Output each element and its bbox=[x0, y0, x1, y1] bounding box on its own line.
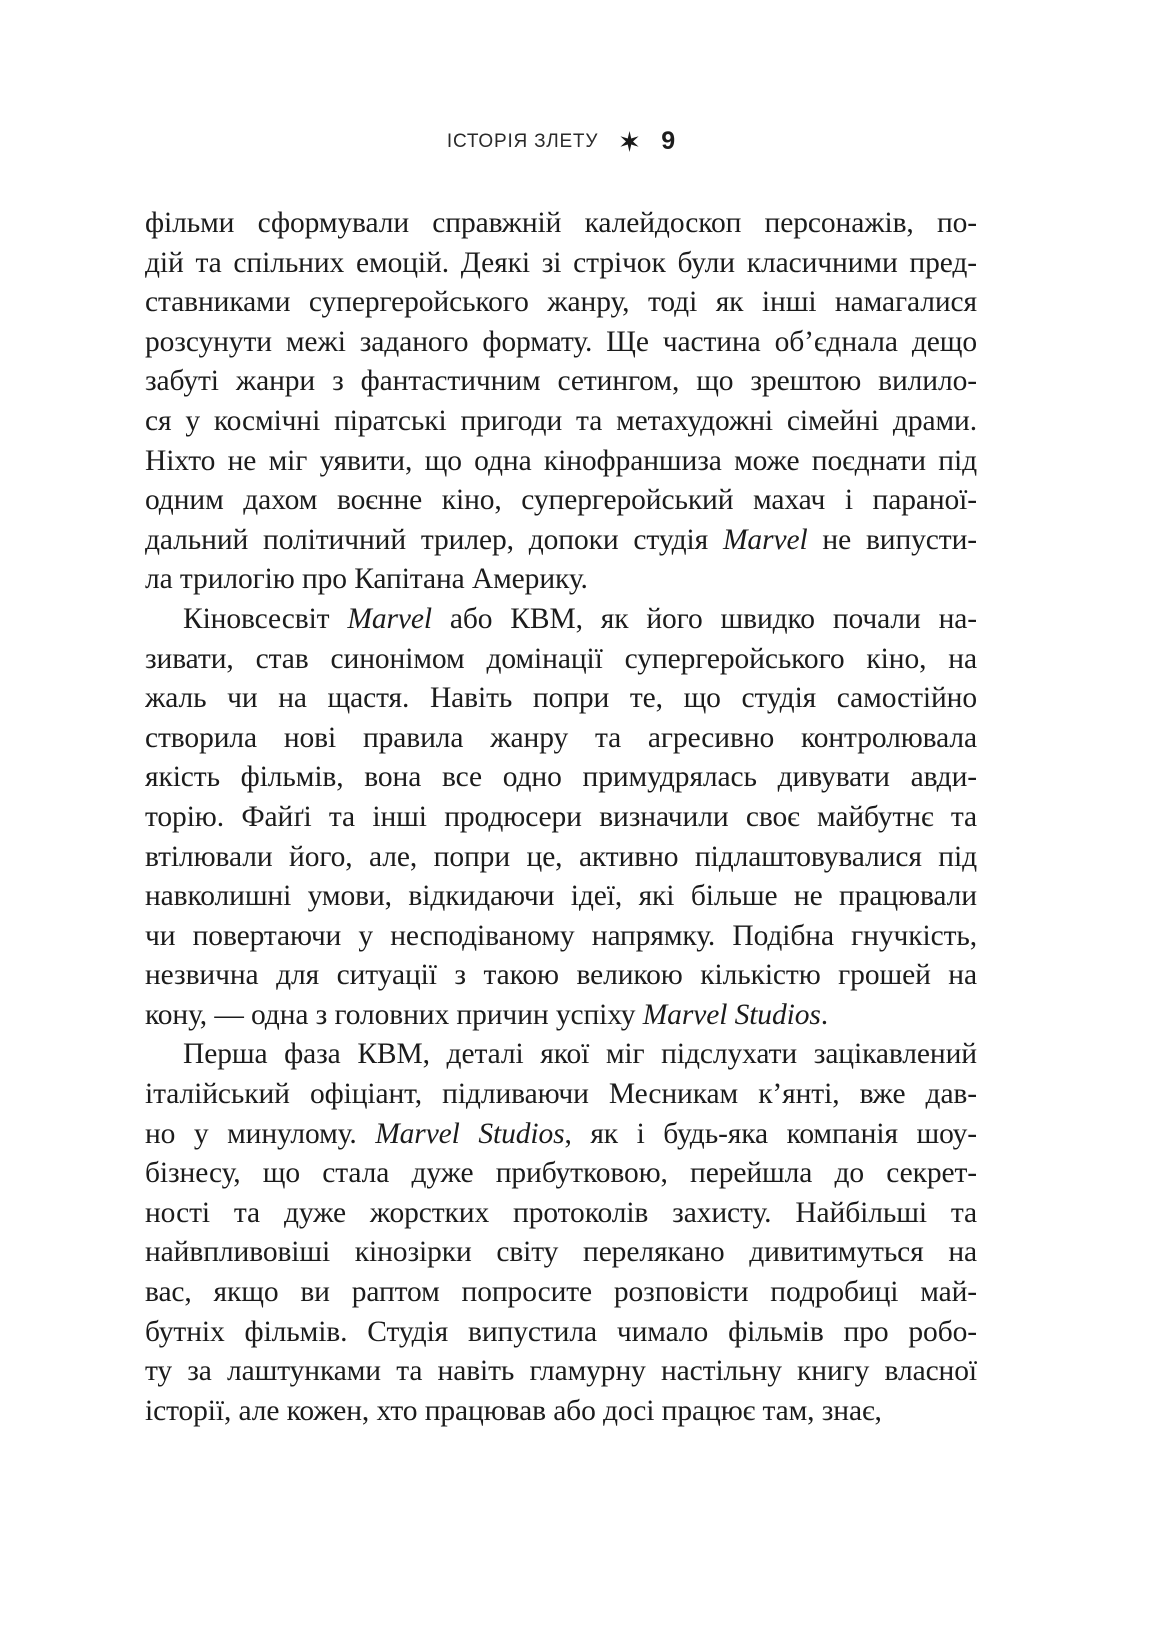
text-segment: ту за лаштунками та навіть гламурну настільну книгу власної bbox=[145, 1355, 977, 1388]
text-column bbox=[145, 0, 977, 1431]
italic-text-segment: Marvel Studios bbox=[642, 998, 821, 1031]
six-pointed-star-icon bbox=[619, 131, 640, 152]
text-line bbox=[145, 679, 977, 719]
paragraph bbox=[145, 600, 977, 1036]
text-line bbox=[145, 877, 977, 917]
text-line bbox=[145, 521, 977, 561]
text-segment: чи повертаючи у несподіваному напрямку. Подібна гнучкість, bbox=[145, 919, 977, 952]
text-segment: Перша фаза КВМ, деталі якої міг підслухати зацікавлений bbox=[183, 1038, 977, 1071]
text-segment: забуті жанри з фантастичним сетингом, що зрештою вилило- bbox=[145, 365, 977, 398]
text-line bbox=[145, 204, 977, 244]
text-segment: незвична для ситуації з такою великою кількістю грошей на bbox=[145, 959, 977, 992]
text-line bbox=[145, 758, 977, 798]
text-line bbox=[145, 1352, 977, 1392]
text-segment: створила нові правила жанру та агресивно контролювала bbox=[145, 721, 977, 754]
text-line bbox=[145, 1154, 977, 1194]
text-line bbox=[145, 1194, 977, 1234]
text-segment: італійський офіціант, підливаючи Месникам к’янті, вже дав- bbox=[145, 1078, 977, 1111]
text-segment: або КВМ, як його швидко почали на- bbox=[431, 602, 977, 635]
text-segment: фільми сформували справжній калейдоскоп персонажів, по- bbox=[145, 207, 977, 239]
text-line bbox=[145, 640, 977, 680]
text-segment: навколишні умови, відкидаючи ідеї, які більше не працювали bbox=[145, 880, 977, 913]
text-segment: одним дахом воєнне кіно, супергеройський махач і параної- bbox=[145, 484, 977, 517]
text-line bbox=[145, 838, 977, 878]
text-line bbox=[145, 719, 977, 759]
text-segment: но у минулому. bbox=[145, 1117, 376, 1150]
text-line bbox=[145, 560, 977, 600]
text-segment: історії, але кожен, хто працював або досі працює там, знає, bbox=[145, 1394, 882, 1427]
italic-text-segment: Marvel bbox=[347, 602, 432, 635]
text-line bbox=[145, 1233, 977, 1273]
text-segment: жаль чи на щастя. Навіть попри те, що студія самостійно bbox=[145, 682, 977, 715]
text-line bbox=[145, 481, 977, 521]
text-segment: , як і будь-яка компанія шоу- bbox=[564, 1117, 977, 1150]
text-line bbox=[145, 917, 977, 957]
text-segment: найвпливовіші кінозірки світу перелякано дивитимуться на bbox=[145, 1236, 977, 1269]
running-header bbox=[145, 0, 977, 156]
text-line bbox=[145, 956, 977, 996]
text-line bbox=[145, 600, 977, 640]
text-segment: ла трилогію про Капітана Америку. bbox=[145, 563, 588, 596]
chapter-title: ІСТОРІЯ ЗЛЕТУ bbox=[446, 130, 599, 152]
text-segment: розсунути межі заданого формату. Ще частина об’єднала дещо bbox=[145, 325, 977, 358]
text-segment: ся у космічні піратські пригоди та метахудожні сімейні драми. bbox=[145, 404, 977, 437]
text-line bbox=[145, 402, 977, 442]
italic-text-segment: Marvel Studios bbox=[375, 1117, 565, 1150]
text-segment: вас, якщо ви раптом попросите розповісти подробиці май- bbox=[145, 1276, 977, 1309]
text-segment: ності та дуже жорстких протоколів захисту. Найбільші та bbox=[145, 1196, 977, 1229]
page-number: 9 bbox=[661, 127, 676, 155]
text-line bbox=[145, 323, 977, 363]
text-segment: Ніхто не міг уявити, що одна кінофраншиза може поєднати під bbox=[145, 444, 977, 477]
text-line bbox=[145, 1392, 977, 1432]
text-line bbox=[145, 1115, 977, 1155]
text-segment: втілювали його, але, попри це, активно підлаштовувалися під bbox=[145, 840, 977, 873]
text-line bbox=[145, 1273, 977, 1313]
text-line bbox=[145, 244, 977, 284]
text-segment: торію. Файґі та інші продюсери визначили своє майбутнє та bbox=[145, 800, 977, 833]
text-line bbox=[145, 442, 977, 482]
text-segment: дій та спільних емоцій. Деякі зі стрічок були класичними пред- bbox=[145, 246, 977, 279]
paragraph bbox=[145, 204, 977, 600]
text-segment: бізнесу, що стала дуже прибутковою, перейшла до секрет- bbox=[145, 1157, 977, 1190]
paragraph bbox=[145, 1035, 977, 1431]
text-line bbox=[145, 798, 977, 838]
text-line bbox=[145, 283, 977, 323]
text-segment: ставниками супергеройського жанру, тоді як інші намагалися bbox=[145, 286, 977, 319]
text-segment: дальний політичний трилер, допоки студія bbox=[145, 523, 723, 556]
page-body bbox=[145, 204, 977, 1431]
text-line bbox=[145, 362, 977, 402]
text-line bbox=[145, 1035, 977, 1075]
text-segment: кону, — одна з головних причин успіху bbox=[145, 998, 643, 1031]
text-line bbox=[145, 1313, 977, 1353]
text-segment: Кіновсесвіт bbox=[183, 602, 348, 635]
text-segment: . bbox=[820, 998, 829, 1031]
italic-text-segment: Marvel bbox=[722, 523, 808, 556]
text-line bbox=[145, 1075, 977, 1115]
text-line bbox=[145, 996, 977, 1036]
text-segment: якість фільмів, вона все одно примудрялась дивувати авди- bbox=[145, 761, 977, 794]
text-segment: зивати, став синонімом домінації супергеройського кіно, на bbox=[145, 642, 977, 675]
text-segment: не випусти- bbox=[807, 523, 977, 556]
text-segment: бутніх фільмів. Студія випустила чимало фільмів про робо- bbox=[145, 1315, 977, 1348]
